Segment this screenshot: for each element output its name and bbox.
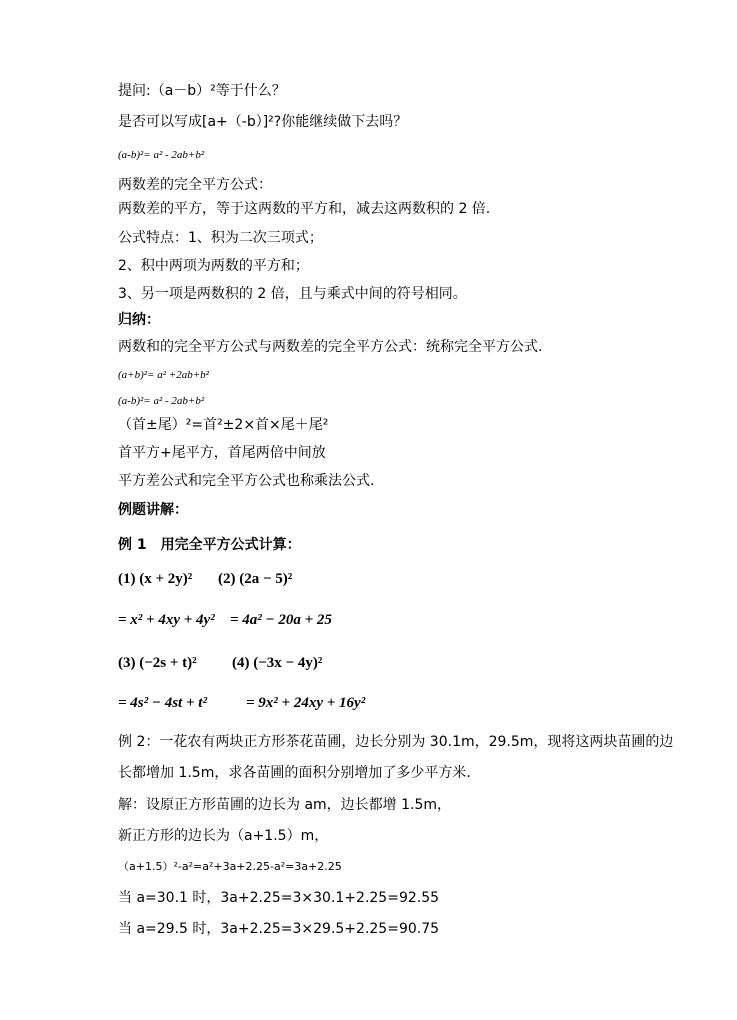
answer-1: = x² + 4xy + 4y² bbox=[118, 612, 215, 628]
question-text: 提问:（a－b）²等于什么？ bbox=[118, 83, 286, 99]
examples-heading-text: 例题讲解： bbox=[118, 502, 188, 518]
mnemonic-text: 首平方+尾平方，首尾两倍中间放 bbox=[118, 445, 326, 461]
summary-heading-text: 归纳： bbox=[118, 312, 160, 328]
difference-formula-statement-text: 两数差的平方，等于这两数的平方和，减去这两数积的 2 倍. bbox=[118, 201, 491, 217]
solution-1-text: 解：设原正方形苗圃的边长为 am，边长都增 1.5m， bbox=[118, 797, 452, 813]
multiplication-formula-note bbox=[118, 471, 374, 491]
examples-heading bbox=[118, 500, 188, 520]
formula-sum-text: (a+b)²= a² +2ab+b² bbox=[118, 369, 209, 381]
summary-statement-text: 两数和的完全平方公式与两数差的完全平方公式：统称完全平方公式. bbox=[118, 339, 543, 355]
mnemonic-line bbox=[118, 443, 326, 463]
head-tail-formula-text: （首±尾）²=首²±2×首×尾＋尾² bbox=[118, 417, 329, 433]
multiplication-formula-note-text: 平方差公式和完全平方公式也称乘法公式. bbox=[118, 473, 375, 489]
difference-formula-heading-text: 两数差的完全平方公式： bbox=[118, 177, 272, 193]
example-1-heading-text: 例 1 用完全平方公式计算： bbox=[118, 537, 301, 553]
solution-line-2 bbox=[118, 826, 328, 846]
summary-heading bbox=[118, 310, 160, 330]
solution-4-text: 当 a=30.1 时，3a+2.25=3×30.1+2.25=92.55 bbox=[118, 890, 440, 906]
problem-4: (4) (−3x − 4y)² bbox=[232, 655, 323, 671]
answer-4: = 9x² + 24xy + 16y² bbox=[246, 695, 366, 711]
example-2-problem-line-1 bbox=[118, 732, 673, 752]
example-2-problem-line-2 bbox=[118, 763, 471, 783]
problem-3: (3) (−2s + t)² bbox=[118, 655, 197, 671]
answer-2: = 4a² − 20a + 25 bbox=[230, 612, 332, 628]
solution-line-1 bbox=[118, 795, 451, 815]
solution-line-5 bbox=[118, 919, 439, 939]
rewrite-question-line bbox=[118, 112, 407, 132]
formula-difference-line bbox=[118, 145, 204, 165]
example-2-problem-1-text: 例 2：一花农有两块正方形茶花苗圃，边长分别为 30.1m，29.5m，现将这两块苗圃的边 bbox=[118, 734, 674, 750]
example-1-answers-row-2 bbox=[118, 693, 365, 713]
feature-1-text: 公式特点：1、积为二次三项式； bbox=[118, 230, 323, 246]
feature-3-text: 3、另一项是两数积的 2 倍，且与乘式中间的符号相同。 bbox=[118, 286, 467, 302]
example-1-problems-row-2 bbox=[118, 653, 322, 673]
formula-difference-line-2 bbox=[118, 391, 204, 411]
rewrite-question-text: 是否可以写成[a+（-b）]²?你能继续做下去吗？ bbox=[118, 114, 408, 130]
solution-3-text: （a+1.5）²-a²=a²+3a+2.25-a²=3a+2.25 bbox=[118, 860, 342, 873]
solution-line-3 bbox=[118, 857, 342, 877]
answer-3: = 4s² − 4st + t² bbox=[118, 695, 207, 711]
question-line bbox=[118, 81, 286, 101]
feature-2-text: 2、积中两项为两数的平方和； bbox=[118, 258, 309, 274]
difference-formula-heading bbox=[118, 175, 272, 195]
example-1-problems-row-1 bbox=[118, 569, 292, 589]
example-1-answers-row-1 bbox=[118, 610, 332, 630]
feature-line-1 bbox=[118, 228, 323, 248]
example-2-problem-2-text: 长都增加 1.5m，求各苗圃的面积分别增加了多少平方米. bbox=[118, 765, 471, 781]
summary-statement bbox=[118, 337, 542, 357]
problem-2: (2) (2a − 5)² bbox=[218, 571, 293, 587]
solution-5-text: 当 a=29.5 时，3a+2.25=3×29.5+2.25=90.75 bbox=[118, 921, 440, 937]
feature-line-2 bbox=[118, 256, 309, 276]
head-tail-formula bbox=[118, 415, 328, 435]
solution-2-text: 新正方形的边长为（a+1.5）m， bbox=[118, 828, 329, 844]
difference-formula-statement bbox=[118, 199, 490, 219]
solution-line-4 bbox=[118, 888, 439, 908]
feature-line-3 bbox=[118, 284, 467, 304]
example-1-heading bbox=[118, 535, 301, 555]
formula-difference-2-text: (a-b)²= a² - 2ab+b² bbox=[118, 395, 205, 407]
formula-sum-line bbox=[118, 365, 209, 385]
formula-difference-text: (a-b)²= a² - 2ab+b² bbox=[118, 149, 205, 161]
problem-1: (1) (x + 2y)² bbox=[118, 571, 193, 587]
